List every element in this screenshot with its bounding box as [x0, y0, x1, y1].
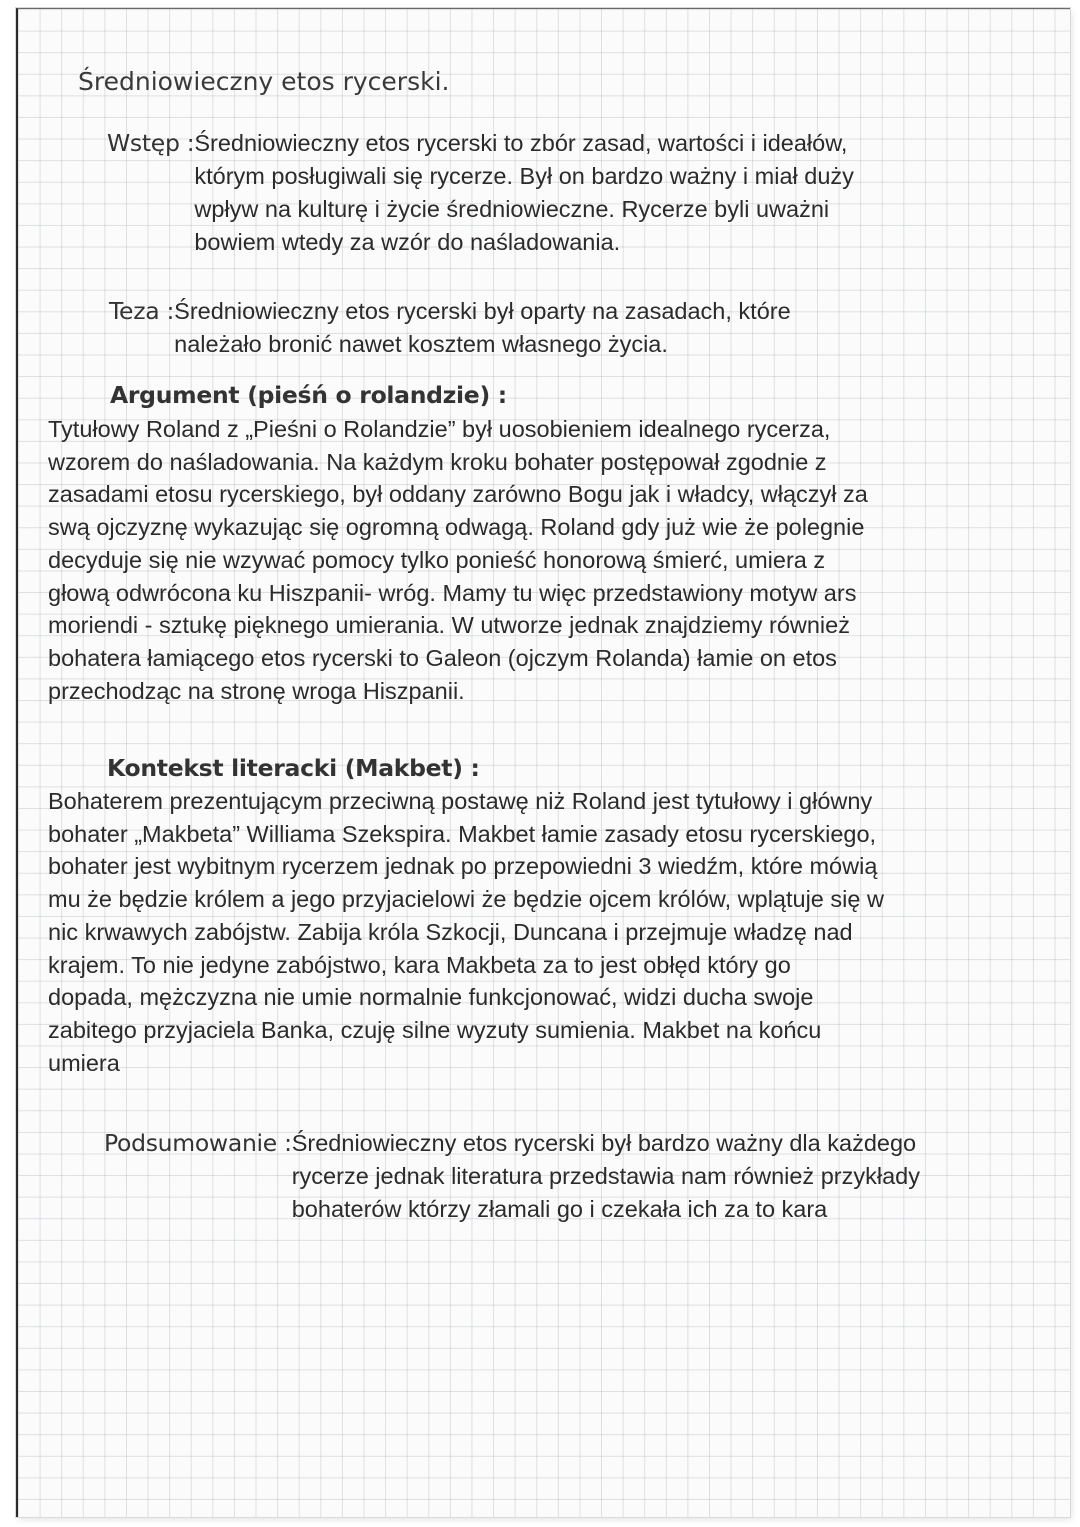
thesis-text: Średniowieczny etos rycerski był oparty na zasadach, które należało bronić nawet kosztem własnego życia.	[174, 298, 791, 357]
thesis-label: Teza :	[109, 297, 175, 325]
context-heading: Kontekst literacki (Makbet) :	[107, 754, 480, 782]
summary-text: Średniowieczny etos rycerski był bardzo ważny dla każdego rycerze jednak literatura przedstawia nam również przykłady bohaterów którzy złamali go i czekała ich za to kara	[291, 1130, 920, 1222]
intro-section	[107, 127, 854, 259]
summary-label: Podsumowanie :	[104, 1129, 292, 1157]
intro-label: Wstęp :	[107, 129, 195, 157]
page-title: Średniowieczny etos rycerski.	[78, 67, 450, 96]
argument-heading: Argument (pieśń o rolandzie) :	[110, 381, 507, 409]
summary-section	[104, 1127, 920, 1226]
grid-paper-sheet	[16, 8, 1070, 1517]
thesis-section	[109, 295, 791, 361]
intro-text: Średniowieczny etos rycerski to zbór zasad, wartości i ideałów, którym posługiwali się rycerze. Był on bardzo ważny i miał duży wpływ na kulturę i życie średniowieczne. Rycerze byli uważni bowiem wtedy za wzór do naśladowania.	[194, 130, 854, 255]
argument-text: Tytułowy Roland z „Pieśni o Rolandzie” był uosobieniem idealnego rycerza, wzorem do naśladowania. Na każdym kroku bohater postępował zgodnie z zasadami etosu rycerskiego, był oddany zarówno Bogu jak i władcy, włączył za swą ojczyznę wykazując się ogromną odwagą. Roland gdy już wie że polegnie decyduje się nie wzywać pomocy tylko ponieść honorową śmierć, umiera z głową odwrócona ku Hiszpanii- wróg. Mamy tu więc przedstawiony motyw ars moriendi - sztukę pięknego umierania. W utworze jednak znajdziemy również bohatera łamiącego etos rycerski to Galeon (ojczym Rolanda) łamie on etos przechodząc na stronę wroga Hiszpanii.	[48, 416, 868, 704]
context-text: Bohaterem prezentującym przeciwną postawę niż Roland jest tytułowy i główny bohater „Makbeta” Williama Szekspira. Makbet łamie zasady etosu rycerskiego, bohater jest wybitnym rycerzem jednak po przepowiedni 3 wiedźm, które mówią mu że będzie królem a jego przyjacielowi że będzie ojcem królów, wplątuje się w nic krwawych zabójstw. Zabija króla Szkocji, Duncana i przejmuje władzę nad krajem. To nie jedyne zabójstwo, kara Makbeta za to jest obłęd który go dopada, mężczyzna nie umie normalnie funkcjonować, widzi ducha swoje zabitego przyjaciela Banka, czuję silne wyzuty sumienia. Makbet na końcu umiera	[48, 788, 884, 1076]
